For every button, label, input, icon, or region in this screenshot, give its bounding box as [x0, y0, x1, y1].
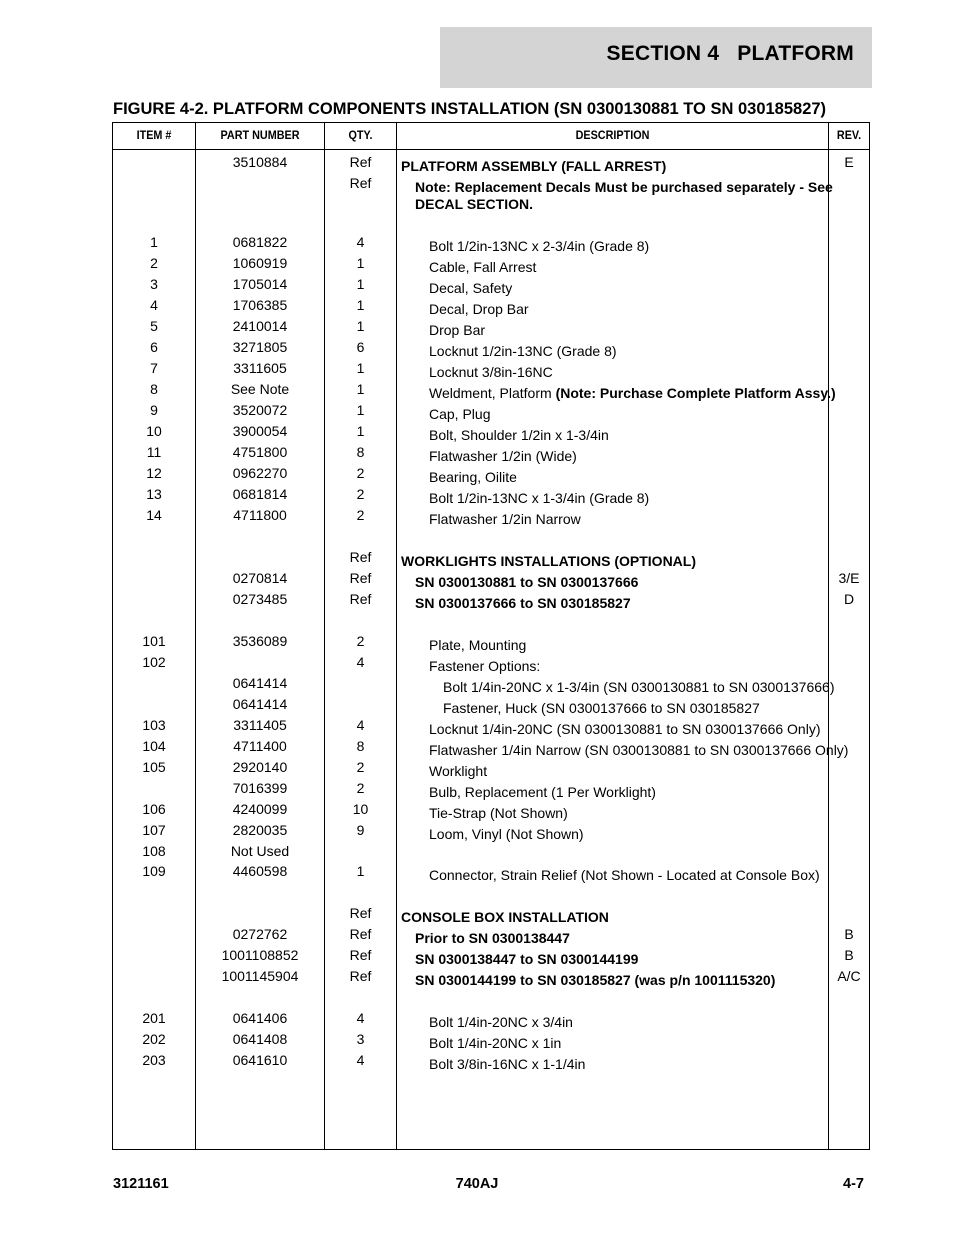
table-row [113, 1027, 869, 1051]
item-number: 105 [142, 759, 166, 775]
item-number: 202 [142, 1031, 166, 1047]
quantity: 8 [356, 444, 365, 460]
quantity: 2 [356, 486, 365, 502]
quantity: 1 [356, 255, 365, 271]
quantity: 2 [356, 759, 365, 775]
quantity: Ref [349, 947, 372, 963]
table-row [113, 901, 869, 925]
description-segment: PLATFORM ASSEMBLY (FALL ARREST) [401, 158, 667, 174]
quantity: 1 [356, 297, 365, 313]
item-number: 109 [142, 863, 166, 879]
revision: 3/E [838, 570, 860, 586]
quantity: 4 [356, 654, 365, 670]
quantity: 1 [356, 276, 365, 292]
table-row [113, 692, 869, 716]
model-name: 740AJ [455, 1176, 499, 1192]
part-number: 3311605 [233, 360, 287, 376]
quantity: 1 [356, 318, 365, 334]
item-number: 106 [142, 801, 166, 817]
quantity: 4 [356, 1010, 365, 1026]
table-row [113, 272, 869, 296]
description-segment: Flatwasher 1/2in (Wide) [429, 448, 577, 464]
revision: B [844, 926, 854, 942]
part-number: 0641414 [232, 675, 288, 691]
part-number: 1001145904 [221, 968, 299, 984]
part-number: 3510884 [232, 154, 288, 170]
table-row [113, 839, 869, 859]
description-segment: Flatwasher 1/2in Narrow [429, 511, 581, 527]
part-number: 1060919 [232, 255, 288, 271]
part-number: 0270814 [232, 570, 288, 586]
description-segment: Drop Bar [429, 322, 486, 338]
table-row [113, 587, 869, 611]
item-number: 3 [150, 276, 158, 292]
description [401, 863, 855, 884]
item-number: 102 [142, 654, 166, 670]
description-text [415, 972, 841, 989]
quantity: 1 [356, 381, 365, 397]
table-row [113, 356, 869, 380]
table-row [113, 943, 869, 967]
part-number: 1706385 [232, 297, 288, 313]
description-segment: Cap, Plug [429, 406, 491, 422]
revision: E [844, 154, 854, 170]
table-row [113, 251, 869, 275]
table-row [113, 482, 869, 506]
table-row [113, 566, 869, 590]
description-segment: SN 0300138447 to SN 0300144199 [415, 951, 639, 967]
table-row [113, 377, 869, 401]
item-number: 103 [142, 717, 166, 733]
part-number: 4711400 [233, 738, 287, 754]
quantity: 4 [356, 717, 365, 733]
part-number: Not Used [230, 843, 290, 859]
quantity: 10 [352, 801, 369, 817]
quantity: Ref [349, 549, 372, 565]
page-number: 4-7 [843, 1176, 864, 1192]
description-segment: Worklight [429, 763, 488, 779]
quantity: 4 [356, 1052, 365, 1068]
item-number: 203 [142, 1052, 166, 1068]
part-number: 0641408 [232, 1031, 288, 1047]
description-segment: Bulb, Replacement (1 Per Worklight) [429, 784, 656, 800]
parts-table [112, 122, 870, 1150]
quantity: 6 [356, 339, 365, 355]
quantity: Ref [349, 591, 372, 607]
table-row [113, 503, 869, 527]
table-row [113, 964, 869, 988]
table-row [113, 859, 869, 883]
item-number: 108 [142, 843, 166, 859]
item-number: 201 [142, 1010, 166, 1026]
quantity: Ref [349, 968, 372, 984]
part-number: 2920140 [232, 759, 288, 775]
description-segment: SN 0300130881 to SN 0300137666 [415, 574, 639, 590]
quantity: 4 [356, 234, 365, 250]
table-row [113, 922, 869, 946]
quantity: Ref [349, 905, 372, 921]
header-description: DESCRIPTION [575, 128, 650, 142]
description-segment: Bolt 1/2in-13NC x 1-3/4in (Grade 8) [429, 490, 650, 506]
description-segment: Bolt 1/4in-20NC x 3/4in [429, 1014, 573, 1030]
quantity: 2 [356, 465, 365, 481]
item-number: 6 [150, 339, 158, 355]
description-segment: Decal, Safety [429, 280, 513, 296]
header-item: ITEM # [136, 128, 172, 142]
description-segment: Weldment, Platform [429, 385, 556, 401]
item-number: 5 [150, 318, 158, 334]
quantity: 1 [356, 863, 365, 879]
part-number: 1705014 [232, 276, 288, 292]
description-segment: Decal, Drop Bar [429, 301, 529, 317]
description-segment: Bearing, Oilite [429, 469, 517, 485]
description-segment: Flatwasher 1/4in Narrow (SN 0300130881 to SN 0300137666 Only) [429, 742, 849, 758]
description [401, 507, 855, 528]
part-number: 3536089 [232, 633, 288, 649]
quantity: 2 [356, 780, 365, 796]
quantity: Ref [349, 926, 372, 942]
quantity: Ref [349, 570, 372, 586]
table-row [113, 440, 869, 464]
table-row [113, 1006, 869, 1030]
item-number: 9 [150, 402, 158, 418]
section-header [440, 27, 872, 88]
item-number: 101 [142, 633, 166, 649]
quantity: Ref [349, 175, 372, 191]
item-number: 12 [146, 465, 162, 481]
description-segment: Prior to SN 0300138447 [415, 930, 570, 946]
part-number: 0273485 [232, 591, 288, 607]
part-number: 7016399 [232, 780, 288, 796]
description-text [429, 511, 855, 528]
description-text [415, 595, 841, 612]
description-segment: Fastener Options: [429, 658, 541, 674]
description-segment: Locknut 1/2in-13NC (Grade 8) [429, 343, 617, 359]
table-row [113, 755, 869, 779]
description-segment: Bolt 1/2in-13NC x 2-3/4in (Grade 8) [429, 238, 650, 254]
table-row [113, 335, 869, 359]
doc-number: 3121161 [113, 1176, 169, 1192]
description-segment: Bolt 1/4in-20NC x 1-3/4in (SN 0300130881 to SN 0300137666) [443, 679, 835, 695]
part-number: See Note [230, 381, 290, 397]
part-number: 2410014 [232, 318, 288, 334]
table-row [113, 419, 869, 443]
part-number: 0641414 [232, 696, 288, 712]
table-row [113, 230, 869, 254]
figure-title: FIGURE 4-2. PLATFORM COMPONENTS INSTALLATION (SN 0300130881 TO SN 030185827) [113, 100, 827, 118]
table-row [113, 398, 869, 422]
description-segment: Note: Replacement Decals Must be purchased separately - See DECAL SECTION. [415, 179, 833, 212]
part-number: 0641610 [232, 1052, 288, 1068]
part-number: 3271805 [232, 339, 288, 355]
part-number: 2820035 [232, 822, 288, 838]
description-segment: Bolt 3/8in-16NC x 1-1/4in [429, 1056, 586, 1072]
revision: A/C [837, 968, 861, 984]
part-number: 3311405 [233, 717, 287, 733]
item-number: 104 [142, 738, 166, 754]
part-number: 0641406 [232, 1010, 288, 1026]
item-number: 10 [146, 423, 162, 439]
table-row [113, 818, 869, 842]
table-row [113, 734, 869, 758]
description [401, 843, 855, 847]
description-segment: Bolt, Shoulder 1/2in x 1-3/4in [429, 427, 609, 443]
table-row [113, 171, 869, 212]
description-segment: (Note: Purchase Complete Platform Assy.) [555, 385, 836, 401]
table-row [113, 650, 869, 674]
item-number: 1 [150, 234, 158, 250]
table-row [113, 461, 869, 485]
description-segment: Connector, Strain Relief (Not Shown - Located at Console Box) [429, 867, 820, 883]
quantity: 1 [356, 402, 365, 418]
table-header [113, 123, 869, 150]
table-row [113, 776, 869, 800]
table-row [113, 545, 869, 569]
part-number: 0681822 [232, 234, 288, 250]
table-row [113, 314, 869, 338]
description [401, 968, 841, 989]
item-number: 2 [150, 255, 158, 271]
table-row [113, 293, 869, 317]
revision: D [843, 591, 855, 607]
header-qty: QTY. [348, 128, 373, 142]
part-number: 3520072 [232, 402, 288, 418]
part-number: 4240099 [232, 801, 288, 817]
part-number: 0962270 [232, 465, 288, 481]
section-title: SECTION 4 PLATFORM [606, 42, 854, 65]
table-body [113, 150, 869, 1072]
part-number: 0272762 [232, 926, 288, 942]
description-segment: Locknut 3/8in-16NC [429, 364, 553, 380]
part-number: 4460598 [232, 863, 288, 879]
quantity: 1 [356, 360, 365, 376]
description [401, 175, 841, 213]
quantity: 3 [356, 1031, 365, 1047]
description-segment: Bolt 1/4in-20NC x 1in [429, 1035, 562, 1051]
table-row [113, 1048, 869, 1072]
item-number: 7 [150, 360, 158, 376]
table-row [113, 713, 869, 737]
item-number: 13 [146, 486, 162, 502]
description-segment: Loom, Vinyl (Not Shown) [429, 826, 584, 842]
item-number: 4 [150, 297, 158, 313]
table-row [113, 150, 869, 174]
quantity: 8 [356, 738, 365, 754]
description-text [429, 867, 855, 884]
description [401, 1052, 855, 1073]
item-number: 107 [142, 822, 166, 838]
description-segment: CONSOLE BOX INSTALLATION [401, 909, 609, 925]
part-number: 4751800 [232, 444, 288, 460]
description-segment: Locknut 1/4in-20NC (SN 0300130881 to SN 0300137666 Only) [429, 721, 821, 737]
revision: B [844, 947, 854, 963]
table-row [113, 797, 869, 821]
part-number: 4711800 [233, 507, 287, 523]
quantity: 2 [356, 633, 365, 649]
table-row [113, 629, 869, 653]
quantity: Ref [349, 154, 372, 170]
item-number: 14 [146, 507, 162, 523]
description-segment: SN 0300137666 to SN 030185827 [415, 595, 631, 611]
description-segment: Fastener, Huck (SN 0300137666 to SN 030185827 [443, 700, 760, 716]
part-number: 1001108852 [221, 947, 299, 963]
quantity: 2 [356, 507, 365, 523]
header-part-number: PART NUMBER [220, 128, 300, 142]
item-number: 8 [150, 381, 158, 397]
description-text [415, 179, 841, 213]
quantity: 1 [356, 423, 365, 439]
description-segment: SN 0300144199 to SN 030185827 (was p/n 1001115320) [415, 972, 776, 988]
header-rev: REV. [836, 128, 862, 142]
description-segment: Plate, Mounting [429, 637, 527, 653]
table-row [113, 671, 869, 695]
description-segment: Cable, Fall Arrest [429, 259, 537, 275]
description [401, 591, 841, 612]
description-segment: WORKLIGHTS INSTALLATIONS (OPTIONAL) [401, 553, 697, 569]
part-number: 0681814 [232, 486, 288, 502]
part-number: 3900054 [232, 423, 288, 439]
description-segment: Tie-Strap (Not Shown) [429, 805, 568, 821]
description-text [429, 1056, 855, 1073]
quantity: 9 [356, 822, 365, 838]
item-number: 11 [146, 444, 162, 460]
